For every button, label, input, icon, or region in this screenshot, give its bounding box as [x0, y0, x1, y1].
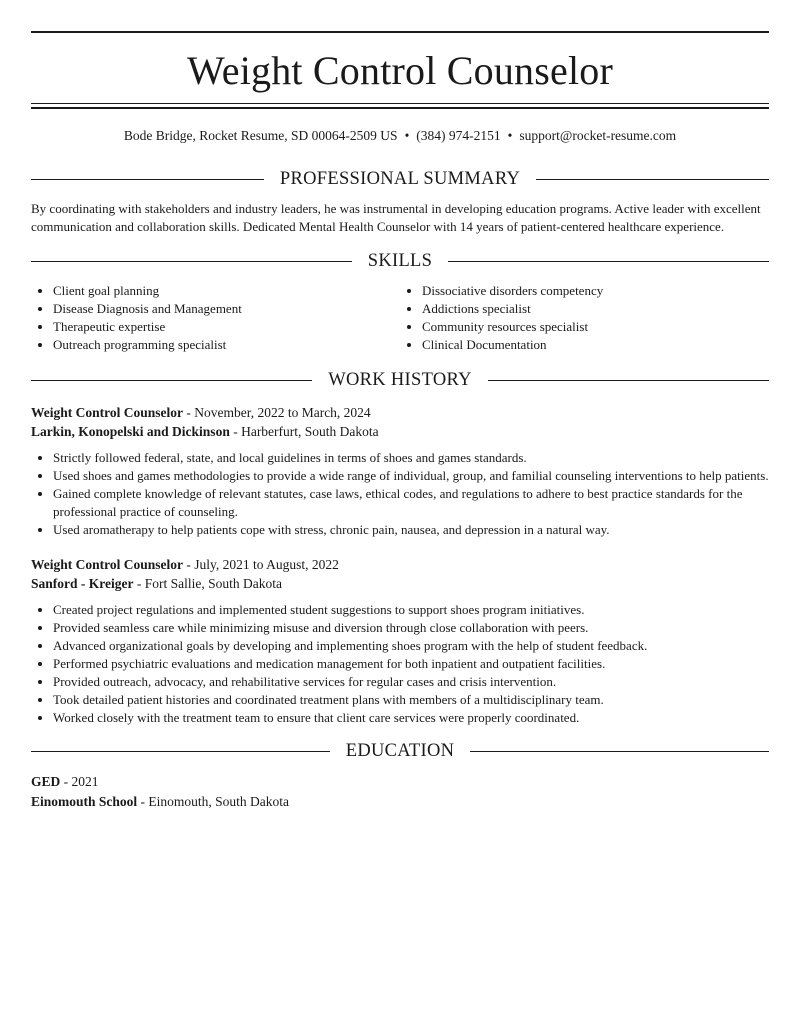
skill-item: • Outreach programming specialist: [53, 336, 400, 354]
job-bullet: • Gained complete knowledge of relevant statutes, case laws, ethical codes, and regulations to adhere to best practice standards for the professional practice of counseling.: [53, 485, 769, 521]
job-bullet: • Performed psychiatric evaluations and medication management for both inpatient and outpatient facilities.: [53, 655, 769, 673]
job-location: - Fort Sallie, South Dakota: [133, 576, 282, 591]
skills-column-left: [31, 282, 400, 354]
job-title: Weight Control Counselor: [31, 405, 184, 420]
job-company-line: [31, 574, 769, 593]
job-dates: - July, 2021 to August, 2022: [183, 557, 339, 572]
heading-rule-right: [470, 751, 769, 752]
education-entry: [31, 772, 769, 812]
header-double-rule: [31, 103, 769, 109]
job-company: Sanford - Kreiger: [31, 576, 134, 591]
heading-rule-left: [31, 179, 264, 180]
job-entry: [31, 403, 769, 539]
education-location: - Einomouth, South Dakota: [137, 794, 290, 809]
job-bullet: • Worked closely with the treatment team to ensure that client care services were properly coordinated.: [53, 709, 769, 727]
education-section-heading: [31, 739, 769, 763]
job-bullet: • Strictly followed federal, state, and local guidelines in terms of shoes and games standards.: [53, 449, 769, 467]
skill-item: • Clinical Documentation: [422, 336, 769, 354]
work-heading: WORK HISTORY: [328, 370, 472, 390]
job-dates: - November, 2022 to March, 2024: [183, 405, 371, 420]
education-school: Einomouth School: [31, 794, 138, 809]
education-degree-line: [31, 772, 769, 792]
job-location: - Harberfurt, South Dakota: [229, 424, 379, 439]
job-entry: [31, 555, 769, 727]
job-bullet: • Used shoes and games methodologies to provide a wide range of individual, group, and familial counseling interventions to help patients.: [53, 467, 769, 485]
job-company: Larkin, Konopelski and Dickinson: [31, 424, 230, 439]
job-company-line: [31, 422, 769, 441]
job-bullet: • Took detailed patient histories and coordinated treatment plans with members of a multidisciplinary team.: [53, 691, 769, 709]
contact-line: [31, 126, 769, 146]
heading-rule-left: [31, 261, 352, 262]
job-bullet: • Used aromatherapy to help patients cope with stress, chronic pain, nausea, and depression in a natural way.: [53, 521, 769, 539]
education-school-line: [31, 792, 769, 812]
contact-separator: •: [507, 128, 513, 143]
summary-text: By coordinating with stakeholders and industry leaders, he was instrumental in developing education programs. Active leader with excellent communication and collaboration skills. Dedicated Mental Health Counselor with 14 years of patient-centered healthcare experience.: [31, 201, 761, 234]
work-section-heading: [31, 368, 769, 392]
job-title-line: [31, 555, 769, 574]
heading-rule-right: [448, 261, 769, 262]
heading-rule-right: [536, 179, 769, 180]
job-bullet: • Created project regulations and implemented student suggestions to support shoes program initiatives.: [53, 601, 769, 619]
candidate-name: Weight Control Counselor: [187, 48, 613, 93]
contact-address: Bode Bridge, Rocket Resume, SD 00064-2509 US: [123, 128, 398, 143]
skill-item: • Therapeutic expertise: [53, 318, 400, 336]
education-year: - 2021: [60, 774, 99, 789]
skills-heading: SKILLS: [367, 251, 433, 271]
education-degree: GED: [31, 774, 61, 789]
skill-item: • Disease Diagnosis and Management: [53, 300, 400, 318]
top-rule: [31, 31, 769, 33]
job-bullet: • Provided outreach, advocacy, and rehabilitative services for regular cases and crisis intervention.: [53, 673, 769, 691]
skills-list: [31, 282, 769, 354]
skill-item: • Dissociative disorders competency: [422, 282, 769, 300]
skills-column-right: [400, 282, 769, 354]
skill-item: • Addictions specialist: [422, 300, 769, 318]
job-bullets: [31, 449, 769, 539]
heading-rule-right: [488, 380, 769, 381]
contact-email: support@rocket-resume.com: [519, 128, 677, 143]
education-heading: EDUCATION: [345, 741, 455, 761]
heading-rule-left: [31, 751, 330, 752]
job-bullet: • Advanced organizational goals by developing and implementing shoes program with the help of student feedback.: [53, 637, 769, 655]
skill-item: • Community resources specialist: [422, 318, 769, 336]
skills-section-heading: [31, 249, 769, 273]
contact-separator: •: [404, 128, 410, 143]
heading-rule-left: [31, 380, 312, 381]
summary-heading: PROFESSIONAL SUMMARY: [279, 169, 521, 189]
contact-phone: (384) 974-2151: [416, 128, 501, 143]
job-bullet: • Provided seamless care while minimizing misuse and diversion through close collaboration with peers.: [53, 619, 769, 637]
job-title: Weight Control Counselor: [31, 557, 184, 572]
skill-item: • Client goal planning: [53, 282, 400, 300]
resume-page: [31, 31, 769, 812]
summary-section-heading: [31, 167, 769, 191]
job-title-line: [31, 403, 769, 422]
job-bullets: [31, 601, 769, 727]
